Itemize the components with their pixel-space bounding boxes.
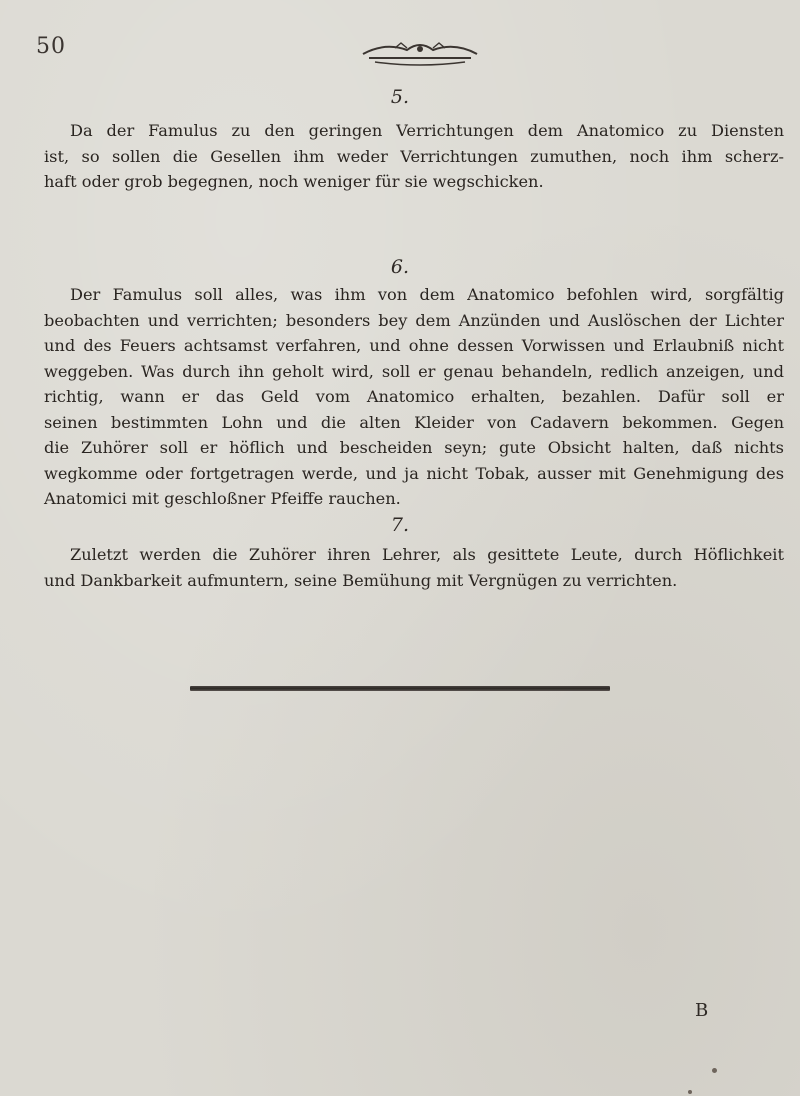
text-line: seinen bestimmten Lohn und die alten Kleider von Cadavern bekommen. Gegen [44, 412, 784, 432]
paragraph-7 [44, 542, 784, 593]
text-line: Zuletzt werden die Zuhörer ihren Lehrer, als gesittete Leute, durch Höflichkeit [70, 545, 784, 564]
paper-speck [712, 1068, 717, 1073]
text-line: Der Famulus soll alles, was ihm von dem Anatomico befohlen wird, sorgfältig [70, 285, 784, 304]
section-number-6: 6. [390, 256, 410, 278]
text-line: Da der Famulus zu den geringen Verrichtungen dem Anatomico zu Diensten [70, 121, 784, 140]
paragraph-6 [44, 282, 784, 512]
text-line: beobachten und verrichten; besonders bey dem Anzünden und Auslöschen der Lichter [44, 310, 784, 330]
page-number: 50 [36, 34, 66, 59]
text-line: Anatomici mit geschloßner Pfeiffe rauchen. [44, 489, 401, 508]
section-divider-rule [190, 686, 610, 691]
catchword: B [695, 1000, 709, 1021]
text-line: weggeben. Was durch ihn geholt wird, soll er genau behandeln, redlich anzeigen, und [44, 361, 784, 381]
text-line: die Zuhörer soll er höflich und bescheiden seyn; gute Obsicht halten, daß nichts [44, 438, 784, 457]
text-line: wegkomme oder fortgetragen werde, und ja nicht Tobak, ausser mit Genehmigung des [44, 463, 784, 483]
text-line: haft oder grob begegnen, noch weniger für sie wegschicken. [44, 172, 544, 191]
text-line: richtig, wann er das Geld vom Anatomico erhalten, bezahlen. Dafür soll er [44, 387, 784, 406]
section-number-7: 7. [390, 514, 410, 536]
section-number-5: 5. [390, 86, 410, 108]
paragraph-5 [44, 118, 784, 195]
text-line: ist, so sollen die Gesellen ihm weder Verrichtungen zumuthen, noch ihm scherz- [44, 146, 784, 166]
text-line: und des Feuers achtsamst verfahren, und ohne dessen Vorwissen und Erlaubniß nicht [44, 336, 784, 355]
header-ornament [355, 38, 485, 68]
text-line: und Dankbarkeit aufmuntern, seine Bemühung mit Vergnügen zu verrichten. [44, 570, 678, 590]
paper-speck [688, 1090, 692, 1094]
